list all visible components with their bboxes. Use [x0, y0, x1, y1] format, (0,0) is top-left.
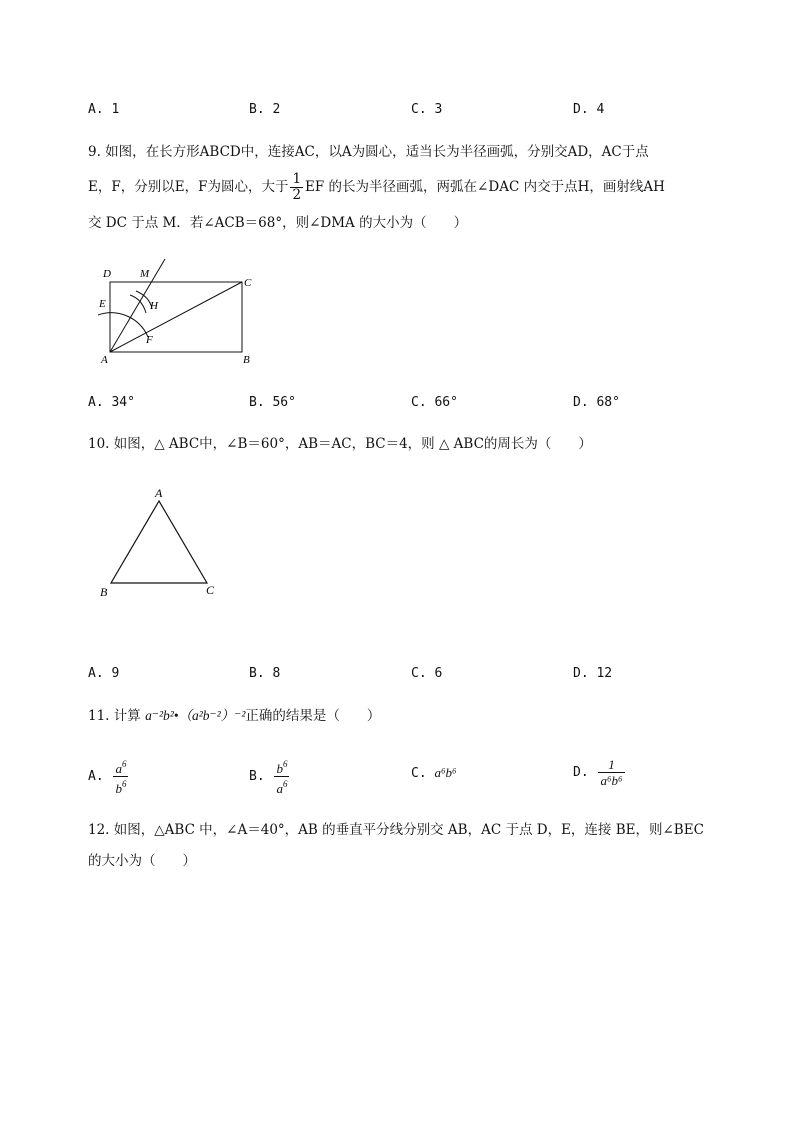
label-e: E	[99, 298, 106, 310]
label-b: B	[243, 354, 250, 366]
q10-option-a[interactable]: A. 9	[88, 666, 120, 681]
q9-option-c[interactable]: C. 66°	[411, 395, 458, 410]
label-a: A	[155, 486, 163, 500]
q11-option-d[interactable]: D. $\frac{1}{\text{a⁶b⁶}}$	[573, 757, 623, 788]
q10-option-b[interactable]: B. 8	[249, 666, 281, 681]
label-m: M	[140, 268, 150, 280]
q9-rectangle-figure	[90, 255, 270, 370]
arc-ef	[98, 313, 148, 337]
q8-option-d[interactable]: D. 4	[573, 102, 605, 117]
label-c: C	[244, 277, 252, 289]
fraction-one-half: $\frac{1}{2}$	[292, 171, 302, 203]
q11-option-b[interactable]: B. $\frac{b^6}{a^6}$	[249, 759, 288, 796]
label-d: D	[103, 268, 111, 280]
q10-option-c[interactable]: C. 6	[411, 666, 443, 681]
q11-expression: a⁻²b²•（a²b⁻²）⁻²	[145, 708, 246, 723]
q12-line-2: 的大小为（ ）	[88, 853, 196, 869]
label-b: B	[100, 585, 108, 599]
q9-line-3: 交 DC 于点 M．若∠ACB＝68°，则∠DMA 的大小为（ ）	[88, 215, 468, 231]
q8-option-c[interactable]: C. 3	[411, 102, 443, 117]
q9-line-2: E，F，分别以E，F为圆心，大于 $\frac{1}{2}$ EF 的长为半径画弧，两弧在∠DAC 内交于点H，画射线AH	[88, 171, 665, 203]
q11-option-c[interactable]: C. a⁶b⁶	[411, 765, 457, 781]
q11-text: 11. 计算 a⁻²b²•（a²b⁻²）⁻²正确的结果是（ ）	[88, 708, 381, 724]
label-h: H	[150, 300, 158, 312]
q10-triangle-figure	[95, 483, 225, 603]
q10-option-d[interactable]: D. 12	[573, 666, 613, 681]
q9-option-b[interactable]: B. 56°	[249, 395, 296, 410]
label-a: A	[101, 354, 108, 366]
q9-line-1: 9. 如图，在长方形ABCD中，连接AC，以A为圆心，适当长为半径画弧，分别交AD，AC于点	[88, 144, 649, 160]
q9-option-d[interactable]: D. 68°	[573, 395, 620, 410]
q8-option-a[interactable]: A. 1	[88, 102, 120, 117]
q9-option-a[interactable]: A. 34°	[88, 395, 135, 410]
label-f: F	[146, 334, 153, 346]
q10-text: 10. 如图，△ ABC中，∠B＝60°，AB＝AC，BC＝4，则 △ ABC的周长为（ ）	[88, 436, 592, 452]
q8-option-b[interactable]: B. 2	[249, 102, 281, 117]
q12-line-1: 12. 如图，△ABC 中，∠A＝40°，AB 的垂直平分线分别交 AB，AC 于点 D，E，连接 BE，则∠BEC	[88, 822, 704, 838]
triangle-abc	[111, 501, 207, 583]
fraction-a6-over-b6: $\frac{a^6}{b^6}$	[115, 759, 127, 796]
fraction-1-over-a6b6: $\frac{1}{\text{a⁶b⁶}}$	[600, 757, 623, 788]
q11-option-a[interactable]: A. $\frac{a^6}{b^6}$	[88, 759, 127, 796]
label-c: C	[206, 583, 215, 597]
fraction-b6-over-a6: $\frac{b^6}{a^6}$	[276, 759, 288, 796]
